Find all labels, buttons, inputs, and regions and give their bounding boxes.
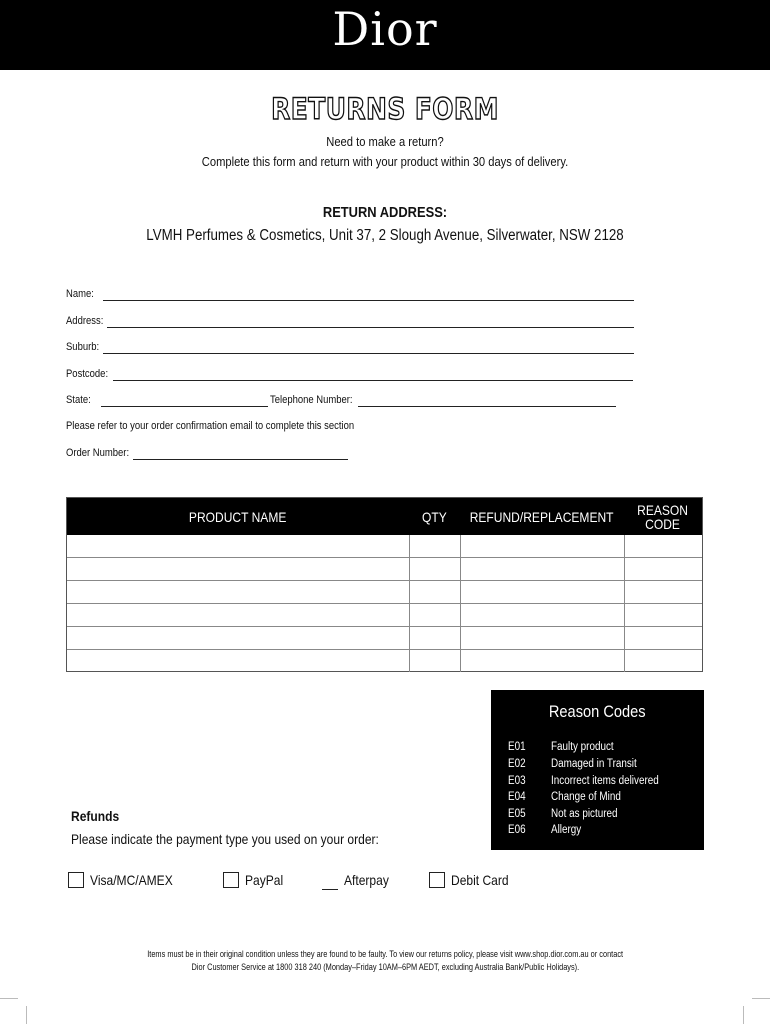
refunds-title: Refunds (71, 808, 120, 824)
reason-label: Incorrect items delivered (551, 775, 659, 787)
state-label: State: (66, 394, 91, 406)
table-row[interactable] (67, 580, 702, 581)
reason-label: Change of Mind (551, 791, 621, 803)
intro-line-2: Complete this form and return with your product within 30 days of delivery. (201, 154, 569, 169)
return-address-text: LVMH Perfumes & Cosmetics, Unit 37, 2 Slough Avenue, Silverwater, NSW 2128 (146, 227, 624, 244)
checkbox[interactable] (223, 872, 239, 888)
reason-code: E03 (508, 775, 526, 787)
table-row[interactable] (67, 626, 702, 627)
payment-label: Afterpay (344, 872, 389, 888)
header-refund-replacement: REFUND/REPLACEMENT (470, 508, 614, 525)
header-reason-code: REASON CODE (637, 501, 689, 532)
suburb-field[interactable] (103, 353, 634, 354)
postcode-field[interactable] (113, 380, 633, 381)
reason-label: Faulty product (551, 741, 614, 753)
reason-codes-title: Reason Codes (549, 702, 646, 721)
name-label: Name: (66, 288, 94, 300)
reason-code: E05 (508, 808, 526, 820)
page-title: RETURNS FORM (271, 92, 499, 126)
table-row[interactable] (67, 557, 702, 558)
reason-code: E01 (508, 741, 526, 753)
telephone-label: Telephone Number: (270, 394, 353, 406)
crop-mark (0, 998, 18, 999)
payment-label: PayPal (245, 872, 284, 888)
returns-table (66, 497, 703, 672)
reason-label: Damaged in Transit (551, 758, 637, 770)
payment-label: Debit Card (451, 872, 509, 888)
order-number-field[interactable] (133, 459, 348, 460)
checkbox[interactable] (429, 872, 445, 888)
table-row[interactable] (67, 649, 702, 650)
brand-logo: Dior (332, 2, 438, 56)
address-field[interactable] (107, 327, 634, 328)
reason-label: Not as pictured (551, 808, 618, 820)
footer-line-2: Dior Customer Service at 1800 318 240 (Monday–Friday 10AM–6PM AEDT, excluding Australia Bank/Public Holidays). (191, 962, 579, 972)
intro-line-1: Need to make a return? (326, 134, 444, 149)
return-address-label: RETURN ADDRESS: (322, 204, 448, 221)
state-field[interactable] (101, 406, 268, 407)
footer-line-1: Items must be in their original condition unless they are found to be faulty. To view our returns policy, please visit www.shop.dior.com.au or contact (147, 949, 623, 959)
reason-code: E04 (508, 791, 526, 803)
payment-option-debit-card[interactable] (429, 871, 518, 889)
crop-mark (743, 1006, 744, 1024)
suburb-label: Suburb: (66, 341, 100, 353)
checkbox[interactable] (68, 872, 84, 888)
crop-mark (752, 998, 770, 999)
table-row[interactable] (67, 603, 702, 604)
header-product-name: PRODUCT NAME (189, 508, 287, 525)
checkbox[interactable] (322, 874, 338, 890)
reason-code: E06 (508, 824, 526, 836)
reason-code: E02 (508, 758, 526, 770)
payment-option-afterpay[interactable] (322, 871, 396, 889)
refunds-instruction: Please indicate the payment type you used on your order: (71, 831, 379, 847)
payment-label: Visa/MC/AMEX (90, 872, 173, 888)
address-label: Address: (66, 315, 104, 327)
payment-option-paypal[interactable] (223, 871, 289, 889)
order-number-label: Order Number: (66, 447, 130, 459)
postcode-label: Postcode: (66, 368, 109, 380)
reason-label: Allergy (551, 824, 582, 836)
header-qty: QTY (422, 508, 447, 525)
telephone-field[interactable] (358, 406, 616, 407)
reason-codes-box (491, 690, 704, 850)
payment-option-visa[interactable] (68, 871, 186, 889)
name-field[interactable] (103, 300, 634, 301)
crop-mark (26, 1006, 27, 1024)
order-note: Please refer to your order confirmation email to complete this section (66, 420, 355, 432)
